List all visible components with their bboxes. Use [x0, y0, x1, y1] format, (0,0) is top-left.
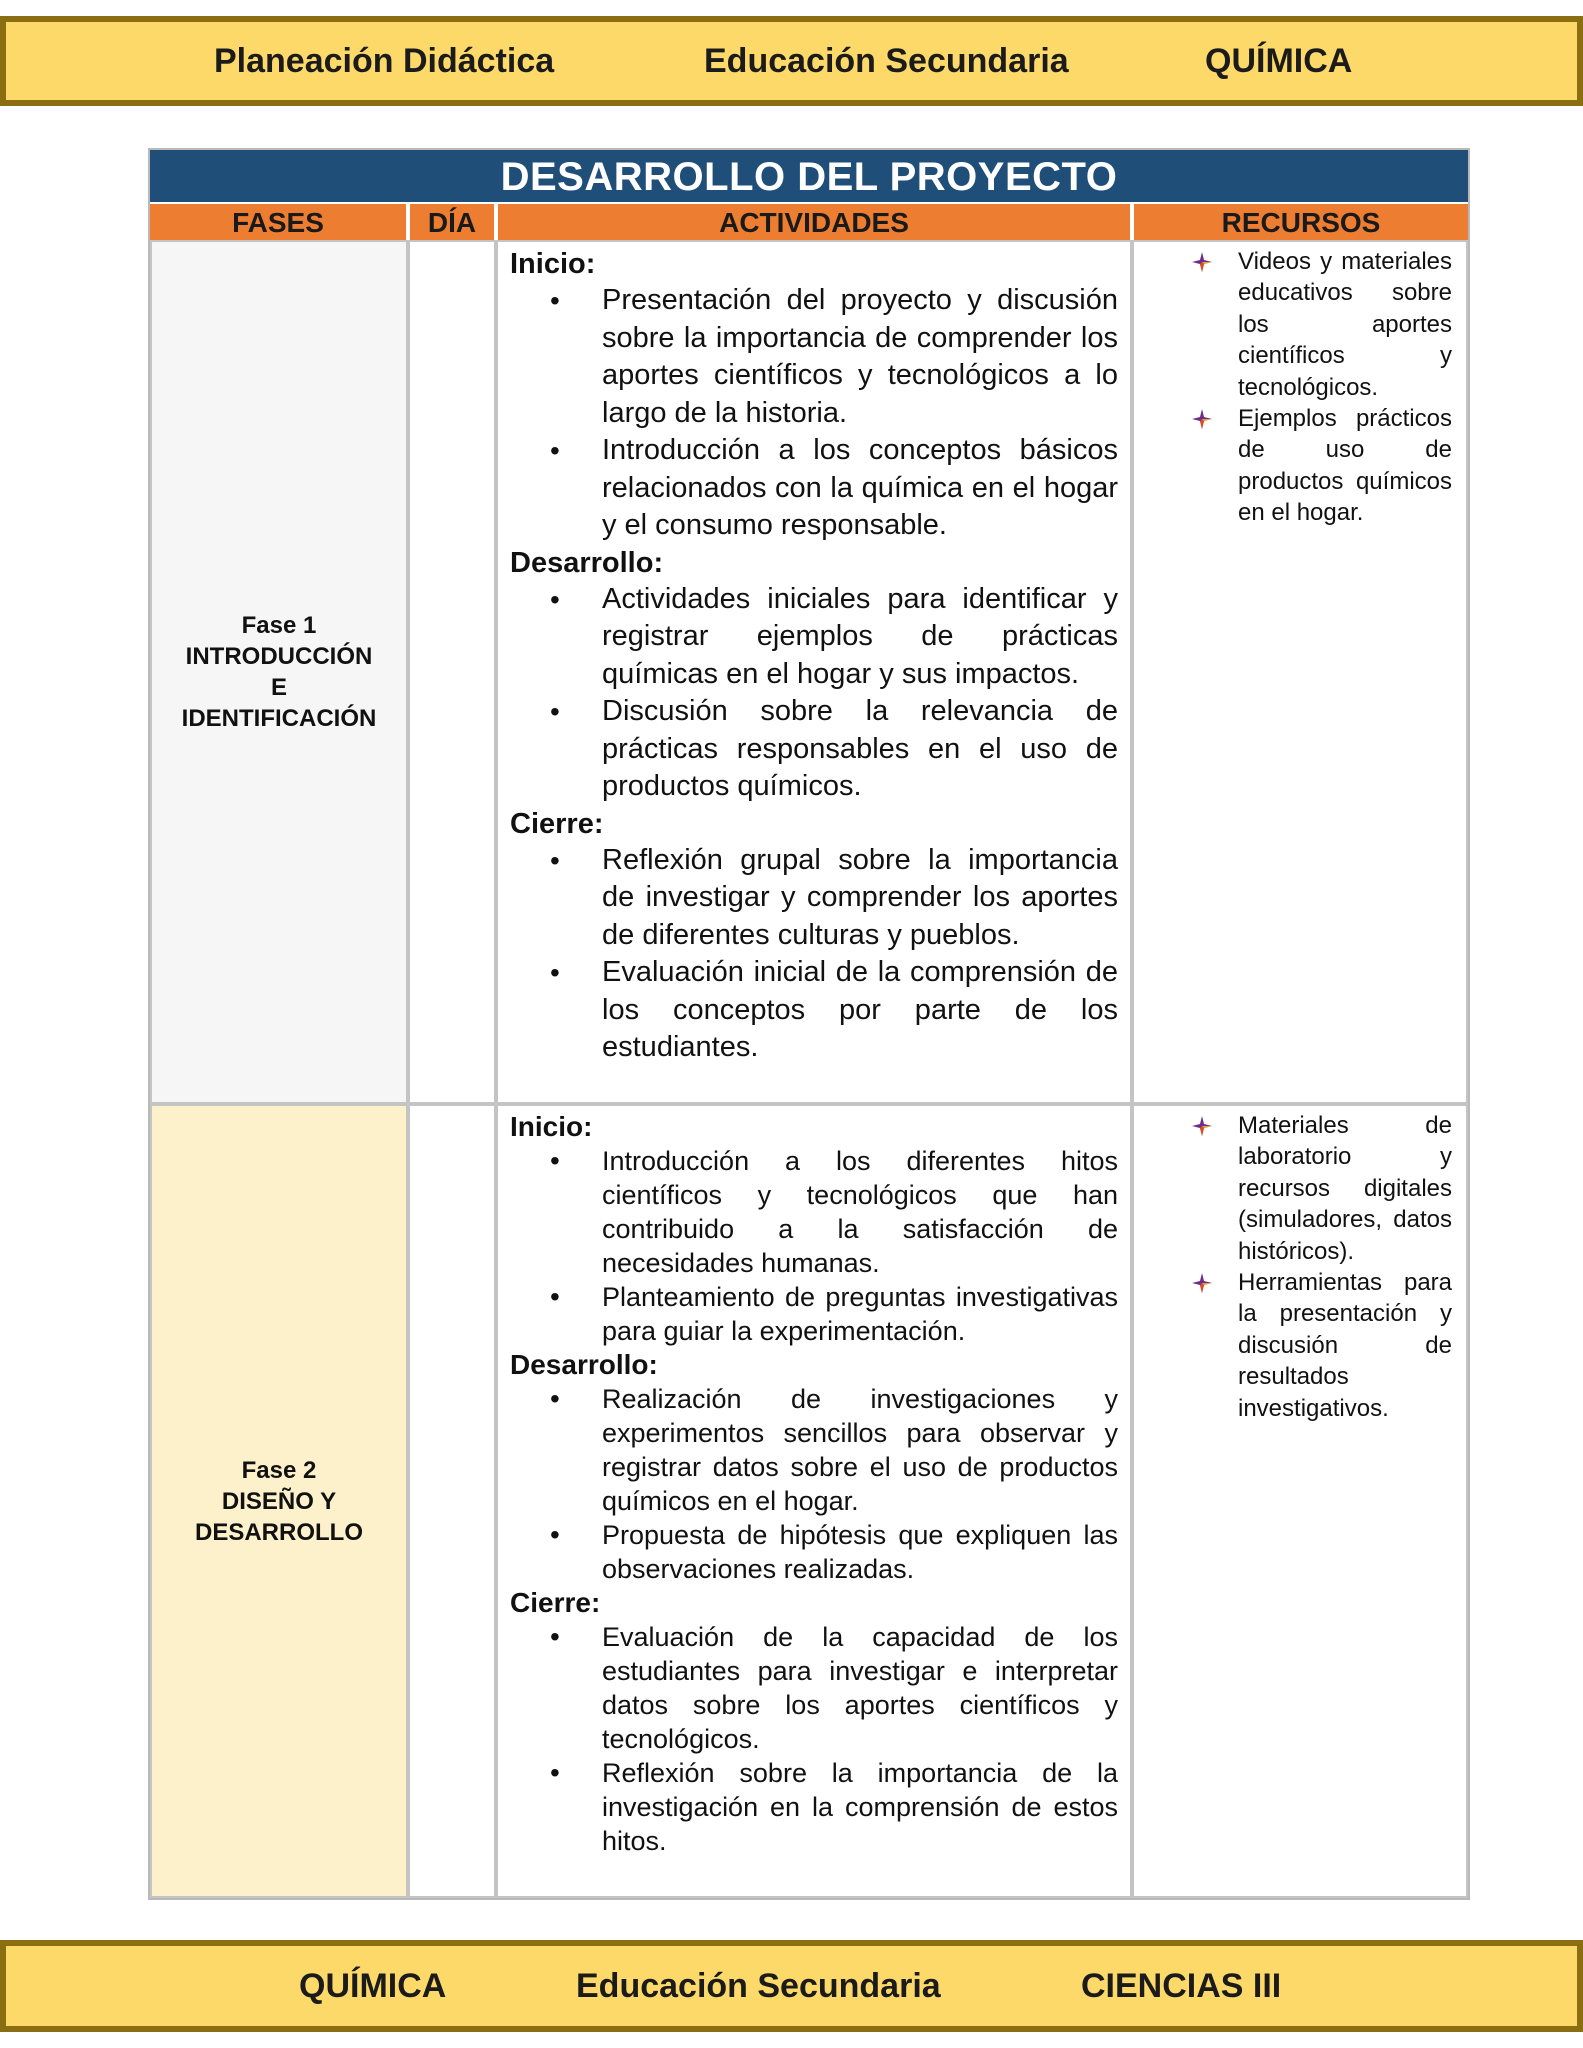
- section-label-desarrollo: Desarrollo:: [510, 1349, 658, 1380]
- phase-name-line: DESARROLLO: [195, 1518, 363, 1546]
- column-header-dia: DÍA: [410, 204, 494, 240]
- phase-number: Fase 2: [241, 1456, 317, 1484]
- list-item: • Evaluación inicial de la comprensión de los conceptos por parte de los estudiantes.: [602, 954, 1118, 1067]
- footer-center-text: Educación Secundaria: [576, 1966, 941, 2005]
- four-point-arrow-icon: [1192, 252, 1212, 272]
- phase-name-line: E: [270, 674, 287, 701]
- phase-cell-1: [150, 240, 408, 1104]
- list-item: • Reflexión sobre la importancia de la investigación en la comprensión de estos hitos.: [602, 1756, 1118, 1858]
- list-item: • Actividades iniciales para identificar y registrar ejemplos de prácticas químicas en el hogar y sus impactos.: [602, 581, 1118, 694]
- four-point-arrow-icon: [1192, 1273, 1212, 1293]
- list-item: [1238, 246, 1452, 403]
- list-item: • Realización de investigaciones y experimentos sencillos para observar y registrar datos sobre el uso de productos químicos en el hogar.: [602, 1382, 1118, 1518]
- list-item: • Discusión sobre la relevancia de prácticas responsables en el uso de productos químicos.: [602, 693, 1118, 806]
- section-label-cierre: Cierre:: [510, 807, 604, 840]
- column-header-recursos: RECURSOS: [1134, 204, 1468, 240]
- column-header-fases: FASES: [150, 204, 406, 240]
- section-label-inicio: Inicio:: [510, 248, 596, 280]
- table-title: DESARROLLO DEL PROYECTO: [150, 150, 1468, 202]
- resource-text: Ejemplos prácticos de uso de productos químicos en el hogar.: [1238, 405, 1452, 527]
- list-item: [1238, 403, 1452, 529]
- page-header-banner: [0, 16, 1583, 106]
- activity-list: [510, 1382, 1118, 1586]
- list-item: • Introducción a los diferentes hitos científicos y tecnológicos que han contribuido a la satisfacción de necesidades humanas.: [602, 1144, 1118, 1280]
- list-item: • Introducción a los conceptos básicos relacionados con la química en el hogar y el consumo responsable.: [602, 432, 1118, 545]
- list-item: • Planteamiento de preguntas investigativas para guiar la experimentación.: [602, 1280, 1118, 1348]
- resources-cell-1: [1132, 240, 1468, 1104]
- activity-list: [510, 1144, 1118, 1348]
- resource-list: [1134, 246, 1452, 529]
- activity-list: [510, 581, 1118, 806]
- phase-cell-2: [150, 1104, 408, 1898]
- activity-list: [510, 1620, 1118, 1858]
- resource-text: Videos y materiales educativos sobre los aportes científicos y tecnológicos.: [1238, 248, 1452, 401]
- section-label-desarrollo: Desarrollo:: [510, 546, 664, 579]
- activity-list: [510, 842, 1118, 1067]
- activities-cell-2: [496, 1104, 1132, 1898]
- activity-list: [510, 282, 1118, 545]
- footer-right-text: CIENCIAS III: [1081, 1966, 1282, 2005]
- resource-text: Herramientas para la presentación y discusión de resultados investigativos.: [1238, 1269, 1452, 1422]
- phase-name-line: IDENTIFICACIÓN: [181, 705, 377, 732]
- list-item: • Presentación del proyecto y discusión sobre la importancia de comprender los aportes científicos y tecnológicos a lo largo de la historia.: [602, 282, 1118, 432]
- resource-text: Materiales de laboratorio y recursos digitales (simuladores, datos históricos).: [1238, 1112, 1452, 1265]
- list-item: • Reflexión grupal sobre la importancia de investigar y comprender los aportes de diferentes culturas y pueblos.: [602, 842, 1118, 955]
- day-cell-1: [408, 240, 496, 1104]
- phase-name-line: INTRODUCCIÓN: [185, 643, 373, 670]
- activities-cell-1: [496, 240, 1132, 1104]
- list-item: [1238, 1110, 1452, 1267]
- header-right-text: QUÍMICA: [1205, 41, 1353, 80]
- four-point-arrow-icon: [1192, 1116, 1212, 1136]
- list-item: • Evaluación de la capacidad de los estudiantes para investigar e interpretar datos sobre los aportes científicos y tecnológicos.: [602, 1620, 1118, 1756]
- project-development-table: [148, 148, 1470, 1900]
- page-footer-banner: [0, 1940, 1583, 2032]
- phase-number: Fase 1: [241, 612, 317, 639]
- phase-name-line: DISEÑO Y: [221, 1487, 337, 1515]
- resources-cell-2: [1132, 1104, 1468, 1898]
- section-label-cierre: Cierre:: [510, 1587, 601, 1618]
- header-left-text: Planeación Didáctica: [214, 41, 555, 80]
- day-cell-2: [408, 1104, 496, 1898]
- list-item: [1238, 1267, 1452, 1424]
- column-header-actividades: ACTIVIDADES: [498, 204, 1130, 240]
- resource-list: [1134, 1110, 1452, 1424]
- list-item: • Propuesta de hipótesis que expliquen las observaciones realizadas.: [602, 1518, 1118, 1586]
- header-center-text: Educación Secundaria: [704, 41, 1069, 80]
- four-point-arrow-icon: [1192, 409, 1212, 429]
- footer-left-text: QUÍMICA: [299, 1966, 447, 2005]
- section-label-inicio: Inicio:: [510, 1111, 593, 1142]
